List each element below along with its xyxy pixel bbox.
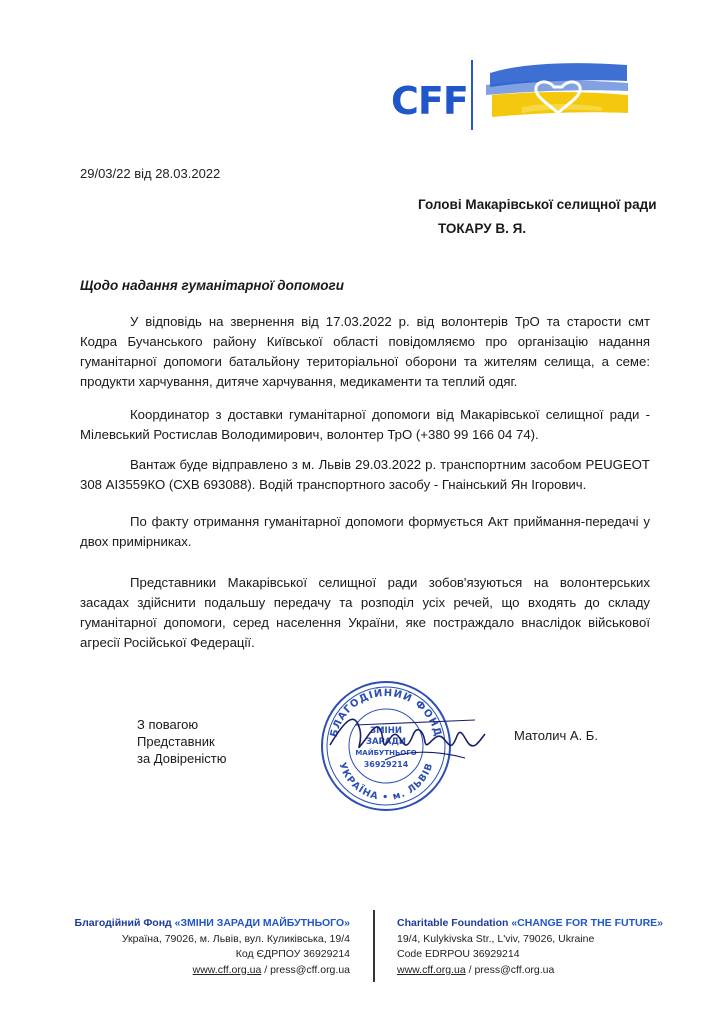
paragraph-text: Координатор з доставки гуманітарної допомоги від Макарівської селищної ради - Мілевський Ростислав Володимирович, волонтер ТрО (+380 99 166 04 74).	[80, 407, 650, 442]
seal-outer-text: БЛАГОДІЙНИЙ ФОНД	[328, 687, 444, 739]
closing-regards: З повагою	[137, 717, 199, 732]
addressee-block	[418, 193, 678, 241]
logo-text: CFF	[391, 79, 468, 123]
body-paragraph	[80, 455, 650, 495]
brushstroke-heart-logo	[482, 55, 632, 125]
document-reference: 29/03/22 від 28.03.2022	[80, 166, 221, 181]
contact-separator: /	[465, 963, 475, 976]
foundation-title: «CHANGE FOR THE FUTURE»	[511, 917, 664, 929]
website-link[interactable]: www.cff.org.ua	[397, 963, 466, 976]
paragraph-text: По факту отримання гуманітарної допомоги формується Акт приймання-передачі у двох примірниках.	[80, 514, 650, 549]
footer-divider	[373, 910, 375, 982]
letter-subject: Щодо надання гуманітарної допомоги	[80, 278, 345, 293]
foundation-contacts-en	[397, 963, 677, 979]
email-link[interactable]: press@cff.org.ua	[474, 963, 555, 976]
closing-role: Представник	[137, 734, 215, 749]
seal-inner-line: МАЙБУТНЬОГО	[355, 749, 417, 757]
paragraph-text: Вантаж буде відправлено з м. Львів 29.03.2022 р. транспортним засобом PEUGEOT 308 АІ3559КО (СХВ 693088). Водій транспортного засобу - Гнаінський Ян Ігорович.	[80, 457, 650, 492]
foundation-name-en	[397, 916, 677, 932]
foundation-address-en: 19/4, Kulykivska Str., L'viv, 79026, Ukraine	[397, 932, 595, 945]
body-paragraph	[80, 312, 650, 392]
foundation-code-en: Code EDRPOU 36929214	[397, 948, 520, 960]
paragraph-text: Представники Макарівської селищної ради зобов'язуються на волонтерських засадах здійснити подальшу передачу та розподіл усіх речей, що входять до складу гуманітарної допомоги, серед населення України, яке постраждало внаслідок військової агресії Російської Федерації.	[80, 575, 650, 650]
foundation-contacts-ua	[70, 963, 350, 979]
body-paragraph	[80, 512, 650, 552]
seal-bottom-text: УКРАЇНА • м. ЛЬВІВ	[336, 761, 436, 804]
handwritten-signature	[325, 700, 495, 770]
footer-english	[397, 916, 677, 978]
closing-block	[137, 716, 227, 767]
foundation-name-ua	[70, 916, 350, 932]
closing-authority: за Довіреністю	[137, 751, 227, 766]
addressee-title: Голові Макарівської селищної ради	[418, 197, 657, 212]
paragraph-text: У відповідь на звернення від 17.03.2022 р. від волонтерів ТрО та старости смт Кодра Бучанського району Київської області повідомляємо про організацію надання гуманітарної допомоги батальйону територіальної оборони та жителям селища, а семе: продукти харчування, дитяче харчування, медикаменти та теплий одяг.	[80, 314, 650, 389]
website-link[interactable]: www.cff.org.ua	[192, 963, 262, 976]
seal-inner-line: ЗАРАДИ	[365, 737, 407, 747]
foundation-prefix: Charitable Foundation	[397, 917, 512, 929]
logo-divider	[471, 60, 473, 130]
foundation-code-ua: Код ЄДРПОУ 36929214	[235, 948, 350, 960]
seal-code: 36929214	[363, 760, 409, 769]
body-paragraph	[80, 405, 650, 445]
email-link[interactable]: press@cff.org.ua	[270, 963, 350, 976]
body-paragraph	[80, 573, 650, 653]
foundation-address-ua: Україна, 79026, м. Львів, вул. Куликівська, 19/4	[121, 932, 350, 945]
signer-name: Матолич А. Б.	[514, 728, 598, 743]
contact-separator: /	[261, 963, 271, 976]
seal-inner-line: ЗМІНИ	[370, 726, 402, 736]
footer-ukrainian	[70, 916, 350, 978]
foundation-prefix: Благодійний Фонд	[74, 917, 175, 929]
foundation-title: «ЗМІНИ ЗАРАДИ МАЙБУТНЬОГО»	[174, 917, 350, 929]
addressee-name: ТОКАРУ В. Я.	[438, 221, 527, 236]
